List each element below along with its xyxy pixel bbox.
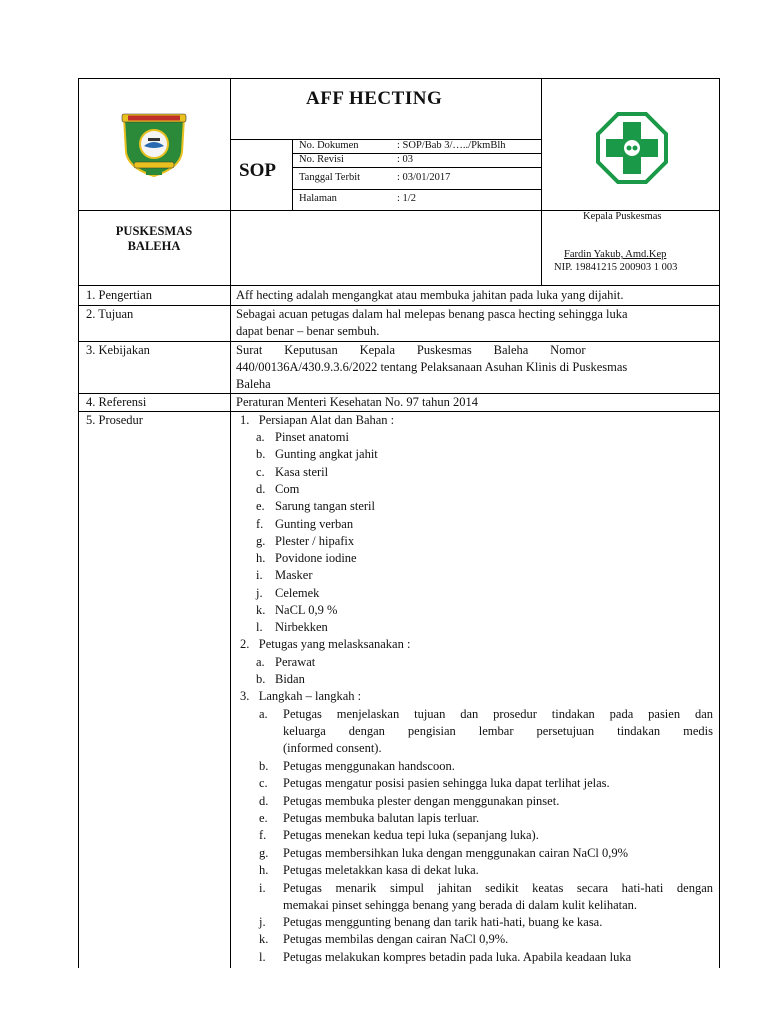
step-item-marker: h. bbox=[259, 863, 269, 877]
step2-title: 2. Petugas yang melasksanakan : bbox=[240, 637, 411, 651]
step-item-marker: d. bbox=[259, 794, 269, 808]
issue-date-value: : 03/01/2017 bbox=[397, 172, 451, 183]
list-item: Com bbox=[275, 481, 300, 496]
list-item-marker: g. bbox=[256, 533, 266, 548]
list-item-marker: k. bbox=[256, 603, 266, 617]
list-item-marker: b. bbox=[256, 447, 266, 462]
step-item-line: Petugas menggunakan handscoon. bbox=[283, 759, 455, 773]
step-item-line: (informed consent). bbox=[283, 741, 382, 756]
signer-name: Fardin Yakub, Amd.Kep bbox=[564, 249, 667, 260]
list-item-marker: i. bbox=[256, 568, 263, 583]
prosedur-label: 5. Prosedur bbox=[86, 413, 143, 427]
list-item: Gunting angkat jahit bbox=[275, 447, 378, 462]
list-item: Gunting verban bbox=[275, 516, 354, 531]
referensi-label: 4. Referensi bbox=[86, 395, 147, 409]
list-item: Povidone iodine bbox=[275, 551, 357, 566]
list-item-marker: a. bbox=[256, 655, 265, 669]
tujuan-line1: Sebagai acuan petugas dalam hal melepas benang pasca hecting sehingga luka bbox=[236, 307, 628, 321]
list-item: Sarung tangan steril bbox=[275, 499, 375, 514]
page-value: : 1/2 bbox=[397, 193, 416, 204]
puskesmas-logo-icon bbox=[596, 112, 668, 184]
doc-number-label: No. Dokumen bbox=[299, 140, 359, 151]
pengertian-label: 1. Pengertian bbox=[86, 288, 152, 302]
step-item-line: Petugas membuka balutan lapis terluar. bbox=[283, 811, 480, 825]
list-item-marker: h. bbox=[256, 551, 266, 566]
tujuan-line2: dapat benar – benar sembuh. bbox=[236, 324, 380, 338]
step-item-line: Petugas menjelaskan tujuan dan prosedur tindakan pada pasien dan bbox=[283, 707, 713, 721]
kebijakan-label: 3. Kebijakan bbox=[86, 343, 150, 357]
step-item-marker: l. bbox=[259, 950, 266, 964]
step-item-line: Petugas meletakkan kasa di dekat luka. bbox=[283, 863, 479, 877]
tujuan-label: 2. Tujuan bbox=[86, 307, 134, 321]
issue-date-label: Tanggal Terbit bbox=[299, 172, 361, 183]
list-item-marker: c. bbox=[256, 464, 265, 479]
step-item-line: Petugas membilas dengan cairan NaCl 0,9%. bbox=[283, 932, 509, 946]
step-item-line: Petugas menarik simpul jahitan sedikit keatas secara hati-hati dengan bbox=[283, 881, 713, 895]
pengertian-text: Aff hecting adalah mengangkat atau membuka jahitan pada luka yang dijahit. bbox=[236, 288, 624, 302]
step-item-marker: k. bbox=[259, 932, 269, 946]
kebijakan-line3: Baleha bbox=[236, 377, 271, 391]
list-item-marker: e. bbox=[256, 499, 265, 514]
signer-nip: NIP. 19841215 200903 1 003 bbox=[554, 262, 678, 273]
document-title: AFF HECTING bbox=[306, 88, 443, 109]
kebijakan-line1: Surat Keputusan Kepala Puskesmas Baleha Nomor bbox=[236, 343, 586, 357]
list-item-marker: a. bbox=[256, 430, 265, 444]
step-item-line: Petugas menggunting benang dan tarik hati-hati, buang ke kasa. bbox=[283, 915, 603, 929]
step-item-marker: b. bbox=[259, 759, 269, 773]
step-item-marker: i. bbox=[259, 881, 266, 895]
list-item: Kasa steril bbox=[275, 464, 329, 479]
list-item-marker: l. bbox=[256, 620, 263, 635]
list-item-marker: b. bbox=[256, 672, 266, 687]
org-name-line1: PUSKESMAS bbox=[115, 224, 193, 238]
referensi-text: Peraturan Menteri Kesehatan No. 97 tahun 2014 bbox=[236, 395, 478, 409]
step1-title: 1. Persiapan Alat dan Bahan : bbox=[240, 413, 395, 427]
step-item-line: Petugas membuka plester dengan menggunakan pinset. bbox=[283, 794, 560, 808]
step-item-marker: f. bbox=[259, 828, 267, 842]
list-item: Nirbekken bbox=[275, 620, 328, 635]
list-item-marker: j. bbox=[256, 585, 263, 600]
step-item-marker: c. bbox=[259, 776, 268, 790]
list-item: Masker bbox=[275, 568, 313, 583]
sop-label: SOP bbox=[239, 160, 276, 181]
revision-label: No. Revisi bbox=[299, 154, 344, 165]
step-item-marker: g. bbox=[259, 846, 269, 860]
regency-emblem-icon bbox=[118, 112, 190, 178]
step-item-line: Petugas menekan kedua tepi luka (sepanjang luka). bbox=[283, 828, 539, 842]
step-item-line: Petugas mengatur posisi pasien sehingga luka dapat terlihat jelas. bbox=[283, 776, 610, 790]
step-item-marker: e. bbox=[259, 811, 268, 825]
step-item-marker: j. bbox=[259, 915, 266, 929]
revision-value: : 03 bbox=[397, 154, 414, 165]
step-item-line: Petugas melakukan kompres betadin pada luka. Apabila keadaan luka bbox=[283, 950, 632, 964]
step-item-line: memakai pinset sehingga benang yang berada di dalam kulit kelihatan. bbox=[283, 898, 638, 913]
page-label: Halaman bbox=[299, 193, 337, 204]
list-item: Plester / hipafix bbox=[275, 533, 355, 548]
doc-number-value: : SOP/Bab 3/…../PkmBlh bbox=[397, 140, 506, 151]
org-name-line2: BALEHA bbox=[127, 239, 181, 253]
list-item: Perawat bbox=[275, 655, 316, 669]
list-item: Pinset anatomi bbox=[275, 430, 349, 444]
signer-title: Kepala Puskesmas bbox=[583, 211, 662, 222]
step-item-marker: a. bbox=[259, 707, 268, 721]
step-item-line: keluarga dengan pengisian lembar persetujuan tindakan medis bbox=[283, 724, 713, 739]
step3-title: 3. Langkah – langkah : bbox=[240, 689, 362, 703]
kebijakan-line2: 440/00136A/430.9.3.6/2022 tentang Pelaksanaan Asuhan Klinis di Puskesmas bbox=[236, 360, 628, 374]
list-item-marker: d. bbox=[256, 481, 266, 496]
list-item-marker: f. bbox=[256, 516, 264, 531]
list-item: NaCL 0,9 % bbox=[275, 603, 338, 617]
list-item: Celemek bbox=[275, 585, 320, 600]
step-item-line: Petugas membersihkan luka dengan menggunakan cairan NaCl 0,9% bbox=[283, 846, 629, 860]
list-item: Bidan bbox=[275, 672, 305, 687]
